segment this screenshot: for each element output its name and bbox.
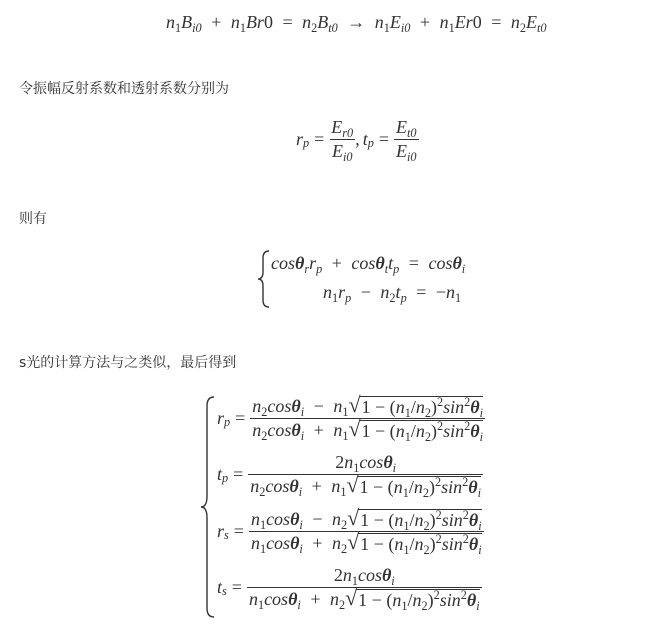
ts-formula: t $_s$ = $2n_1\cos\theta_i$ $n_1\cos\theta_i + n_2$ √ $1 - (n_1/n_2)^2\sin^2\theta_i$ [217, 565, 480, 613]
coefficient-definition: r $_p$ = $\frac{E_{r0}}{E_{i0}}$ , t $_p$ = $\frac{E_{t0}}{E_{i0}}$ [296, 117, 417, 164]
system-row-2: $n_1r_p - n_2t_p = -n_1$ [323, 282, 462, 305]
boundary-equation: $n_1B_{i0} + n_1Br0 = n_2B_{t0} \to n_1E_{i0} + n_1Er0 = n_2E_{t0}$ [166, 12, 547, 35]
left-brace [257, 250, 271, 308]
rs-formula: r $_s$ = $n_1\cos\theta_i - n_2$ √ $1 - (n_1/n_2)^2\sin^2\theta_i$ $n_1\cos\theta_i + n_2$ √ $1 - (n_1/n_2)^2\sin^2\theta_i$ [217, 505, 482, 557]
system-row-1: $\cos\theta_rr_p + \cos\theta_tt_p = \cos\theta_i$ [271, 253, 466, 276]
then-text: 则有 [19, 211, 47, 227]
intro-text: 令振幅反射系数和透射系数分别为 [19, 81, 229, 97]
big-left-brace [200, 396, 216, 618]
s-light-text: s光的计算方法与之类似，最后得到 [19, 355, 237, 371]
rp-formula: r $_p$ = $n_2\cos\theta_i - n_1$ √ $1 - (n_1/n_2)^2\sin^2\theta_i$ $n_2\cos\theta_i + n_1$ √ $1 - (n_1/n_2)^2\sin^2\theta_i$ [217, 392, 483, 444]
tp-formula: t $_p$ = $2n_1\cos\theta_i$ $n_2\cos\theta_i + n_1$ √ $1 - (n_1/n_2)^2\sin^2\theta_i$ [217, 452, 481, 500]
